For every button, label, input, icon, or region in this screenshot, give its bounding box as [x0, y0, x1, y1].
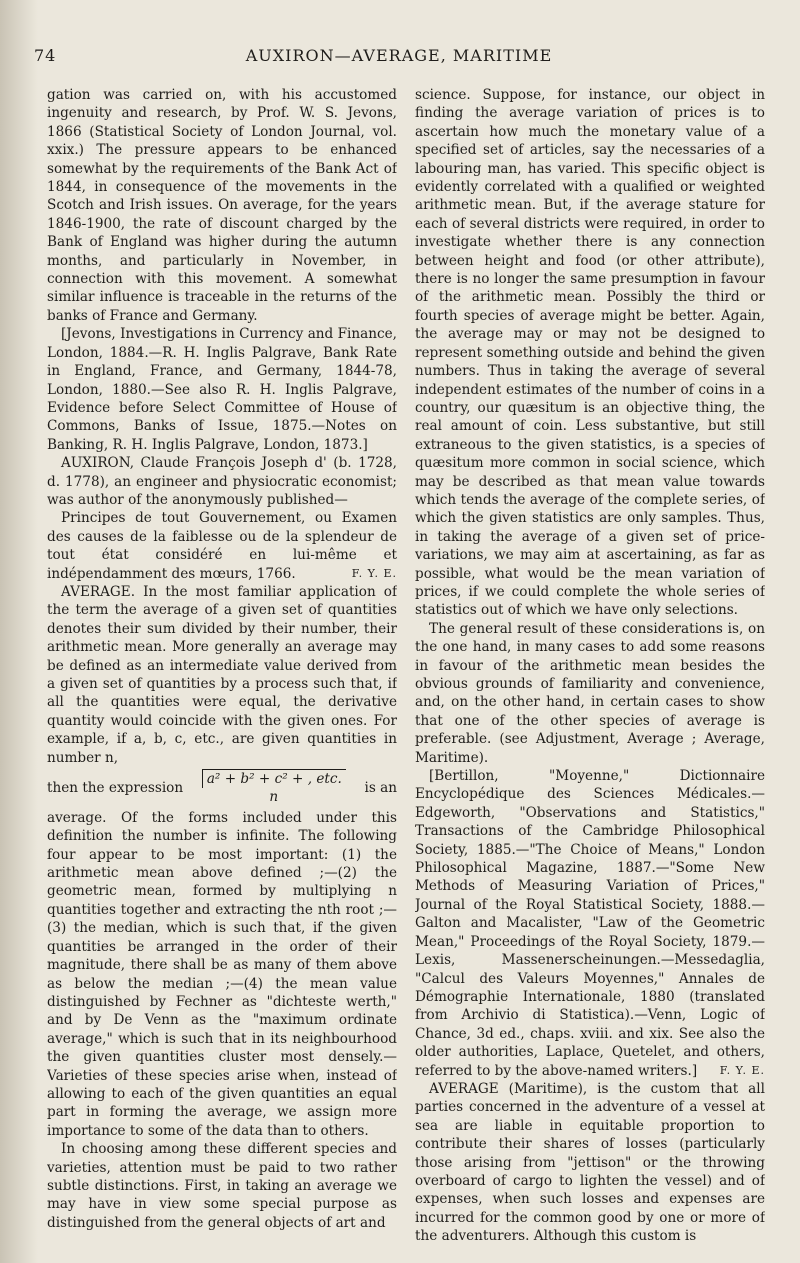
formula-lead-text: then the expression [47, 779, 184, 796]
references-bertillon-text: [Bertillon, "Moyenne," Dictionnaire Encyclopédique des Sciences Médicales.—Edgeworth, "Observations and Statistics," Transactions of the Cambridge Philosophical Society, 1885.—"The Choice of Means," London Philosophical Magazine, 1887.—"Some New Methods of Measuring Variation of Prices," Journal of the Royal Statistical Society, 1888.—Galton and Macalister, "Law of the Geometric Mean," Proceedings of the Royal Society, 1879.—Lexis, Massenerscheinungen.—Messedaglia, "Calcul des Valeurs Moyennes," Annales de Démographie Internationale, 1880 (translated from Archivio di Statistica).—Venn, Logic of Chance, 3d ed., chaps. xviii. and xix. See also the older authorities, Laplace, Quetelet, and others, referred to by the above-named writers.] [415, 768, 765, 1079]
formula-denominator: n [269, 789, 279, 806]
entry-auxiron: AUXIRON, Claude François Joseph d' (b. 1728, d. 1778), an engineer and physiocratic economist; was author of the anonymously published— [47, 455, 397, 508]
references-bertillon [415, 767, 765, 1080]
paragraph-average-forms: average. Of the forms included under this definition the number is infinite. The following four appear to be most important: (1) the arithmetic mean above defined ;—(2) the geometric mean, formed by multiplying n quantities together and extracting the nth root ;—(3) the median, which is such that, if the given quantities be arranged in the order of their magnitude, there shall be as many of them above as below the median ;—(4) the mean value distinguished by Fechner as "dichteste werth," and by De Venn as the "maximum ordinate average," which is such that in its neighbourhood the given quantities cluster most densely.—Varieties of these species arise when, instead of allowing to each of the given quantities an equal part in forming the average, we assign more importance to some of the data than to others. [47, 809, 397, 1139]
left-column [47, 86, 397, 1246]
right-column [415, 86, 765, 1246]
author-signature: F. Y. E. [351, 566, 397, 580]
formula-tail-text: is an [364, 779, 397, 796]
author-signature: F. Y. E. [719, 1063, 765, 1077]
page-header [28, 46, 770, 72]
paragraph-choosing-species: In choosing among these different species and varieties, attention must be paid to two rather subtle distinctions. First, in taking an average we may have in view some special purpose as distinguished from the general objects of art and [47, 1141, 397, 1231]
paragraph-bank-rate: gation was carried on, with his accustomed ingenuity and research, by Prof. W. S. Jevons, 1866 (Statistical Society of London Journal, vol. xxix.) The pressure appears to be enhanced somewhat by the requirements of the Bank Act of 1844, in consequence of the movements in the Scotch and Irish issues. On average, for the years 1846-1900, the rate of discount charged by the Bank of England was higher during the autumn months, and particularly in November, in connection with this movement. A somewhat similar influence is traceable in the returns of the banks of France and Germany. [47, 87, 397, 324]
page-gutter-shadow [0, 0, 38, 1263]
running-head: AUXIRON—AVERAGE, MARITIME [245, 46, 553, 65]
references-jevons: [Jevons, Investigations in Currency and Finance, London, 1884.—R. H. Inglis Palgrave, Bank Rate in England, France, and Germany, 1844-78, London, 1880.—See also R. H. Inglis Palgrave, Evidence before Select Committee of House of Commons, Banks of Issue, 1875.—Notes on Banking, R. H. Inglis Palgrave, London, 1873.] [47, 326, 397, 453]
paragraph-science-purpose: science. Suppose, for instance, our object in finding the average variation of prices is to ascertain how much the monetary value of a specified set of articles, say the necessaries of a labouring man, has varied. This specific object is evidently correlated with a qualified or weighted arithmetic mean. But, if the average stature for each of several districts were required, in order to investigate whether there is any connection between height and food (or other attribute), there is no longer the same presumption in favour of the arithmetic mean. Possibly the third or fourth species of average might be better. Again, the average may or may not be designed to represent something outside and behind the given numbers. Thus in taking the average of several independent estimates of the number of coins in a country, our quæsitum is an objective thing, the real amount of coin. Less substantive, but still extraneous to the given statistics, is a species of quæsitum more common in social science, which may be described as that mean value towards which tends the average of the complete series, of which the given statistics are only samples. Thus, in taking the average of a given set of price-variations, we may aim at ascertaining, as far as possible, what would be the mean variation of prices, if we could complete the whole series of statistics out of which we have only selections. [415, 87, 765, 619]
auxiron-work-text: Principes de tout Gouvernement, ou Examen des causes de la faiblesse ou de la splendeur de tout état considéré en lui-même et indépendamment des mœurs, 1766. [47, 510, 397, 582]
entry-average-maritime: AVERAGE (Maritime), is the custom that all parties concerned in the adventure of a vessel at sea are liable in equitable proportion to contribute their shares of losses (particularly those arising from "jettison" or the throwing overboard of cargo to lighten the vessel) and of expenses, when such losses and expenses are incurred for the common good by one or more of the adventurers. Although this custom is [415, 1080, 765, 1245]
paragraph-general-result: The general result of these considerations is, on the one hand, in many cases to add some reasons in favour of the arithmetic mean besides the obvious grounds of familiarity and convenience, and, on the other hand, in certain cases to show that one of the other species of average is preferable. (see Adjustment, Average ; Average, Maritime). [415, 620, 765, 766]
average-formula [47, 769, 397, 807]
auxiron-work-title [47, 509, 397, 583]
formula-fraction [202, 769, 346, 807]
entry-average-intro: AVERAGE. In the most familiar application of the term the average of a given set of quantities denotes their sum divided by their number, their arithmetic mean. More generally an average may be defined as an intermediate value derived from a given set of quantities by a process such that, if all the quantities were equal, the derivative quantity would coincide with the given ones. For example, if a, b, c, etc., are given quantities in number n, [47, 583, 397, 766]
page-number: 74 [34, 46, 57, 65]
formula-numerator: a² + b² + c² + , etc. [202, 769, 346, 788]
